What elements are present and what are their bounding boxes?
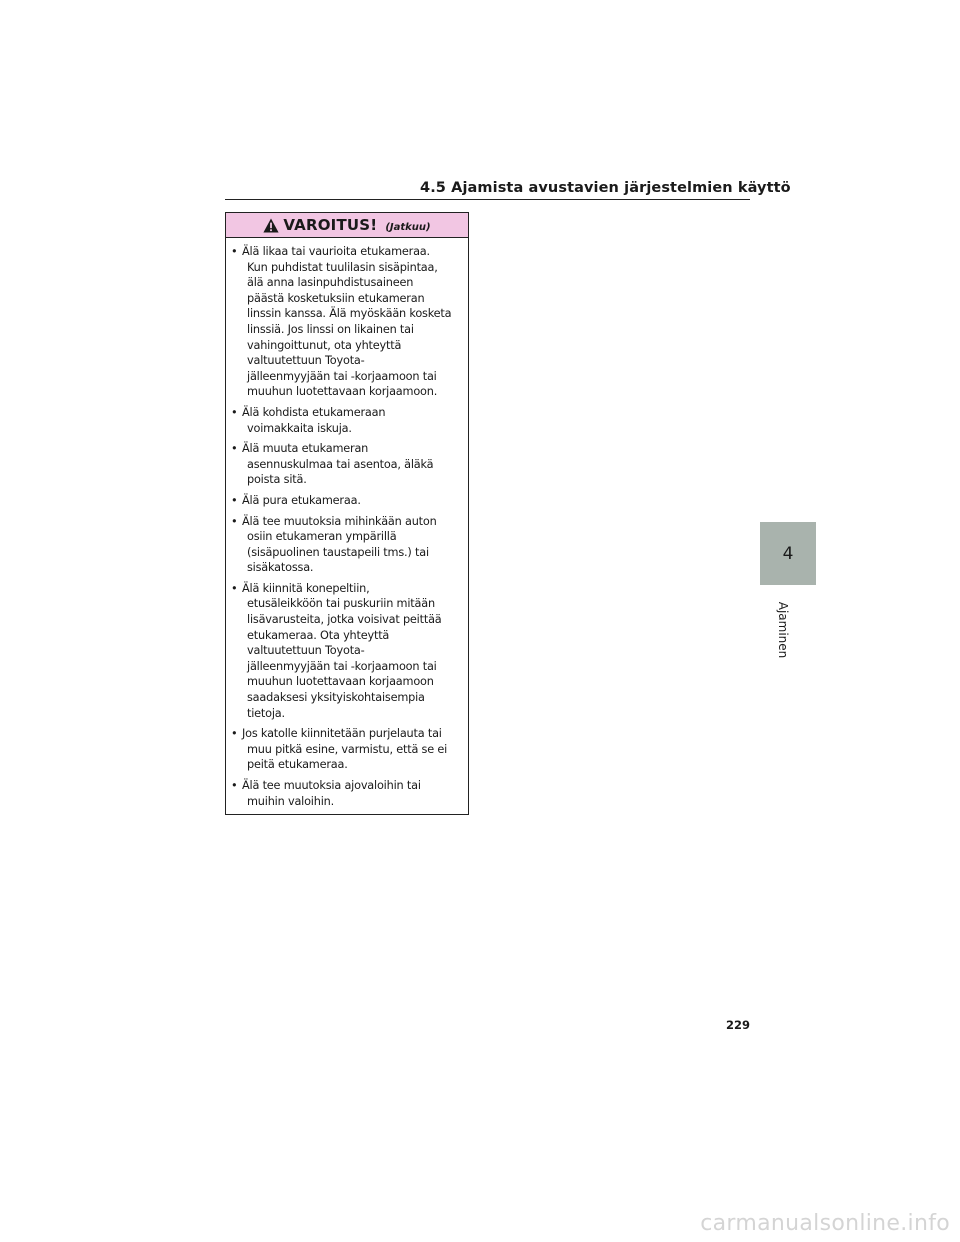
warning-item-line: lisävarusteita, jotka voisivat peittää <box>247 613 442 627</box>
warning-box <box>225 212 469 815</box>
warning-item-line: älä anna lasinpuhdistusaineen <box>247 276 414 290</box>
warning-item-line: Älä kohdista etukameraan <box>242 405 386 419</box>
warning-item-line: asennuskulmaa tai asentoa, äläkä <box>247 457 434 471</box>
warning-item-line: Älä pura etukameraa. <box>242 493 361 507</box>
warning-item-line: jälleenmyyjään tai -korjaamoon tai <box>247 659 437 673</box>
warning-item-line: etukameraa. Ota yhteyttä <box>247 628 390 642</box>
warning-list-item <box>231 405 462 436</box>
warning-item-line: linssin kanssa. Älä myöskään kosketa <box>247 307 452 321</box>
chapter-label: Ajaminen <box>776 601 790 659</box>
warning-item-line: Älä tee muutoksia ajovaloihin tai <box>242 779 421 792</box>
warning-item-line: Jos katolle kiinnitetään purjelauta tai <box>242 727 442 741</box>
warning-item-line: valtuutettuun Toyota- <box>247 354 365 368</box>
warning-item-text <box>242 405 462 436</box>
warning-item-text <box>242 441 462 488</box>
warning-item-text <box>242 514 462 576</box>
bullet-icon: • <box>231 727 238 741</box>
watermark: carmanualsonline.info <box>700 1211 950 1236</box>
warning-item-line: tietoja. <box>247 706 285 720</box>
warning-item-line: Kun puhdistat tuulilasin sisäpintaa, <box>247 260 438 274</box>
warning-header <box>226 213 468 238</box>
warning-item-text <box>242 581 462 721</box>
bullet-icon: • <box>231 779 238 792</box>
warning-item-line: jälleenmyyjään tai -korjaamoon tai <box>247 369 437 383</box>
warning-title: VAROITUS! <box>283 216 378 234</box>
warning-item-line: Älä kiinnitä konepeltiin, <box>242 581 370 595</box>
warning-item-line: muuhun luotettavaan korjaamoon <box>247 675 434 689</box>
warning-list <box>226 238 468 809</box>
bullet-icon: • <box>231 514 238 528</box>
section-title: 4.5 Ajamista avustavien järjestelmien käyttö <box>420 180 791 196</box>
warning-item-line: muuhun luotettavaan korjaamoon. <box>247 385 438 399</box>
warning-item-text <box>242 493 462 509</box>
warning-list-item <box>231 244 462 400</box>
warning-item-line: Älä muuta etukameran <box>242 442 369 456</box>
warning-list-item <box>231 581 462 721</box>
header-divider <box>225 199 750 200</box>
warning-item-text <box>242 244 462 400</box>
warning-item-line: muihin valoihin. <box>247 794 334 808</box>
warning-list-item <box>231 441 462 488</box>
warning-item-line: muu pitkä esine, varmistu, että se ei <box>247 742 448 756</box>
warning-list-item <box>231 778 462 809</box>
warning-list-item <box>231 726 462 773</box>
page-number: 229 <box>725 1018 750 1032</box>
warning-item-line: vahingoittunut, ota yhteyttä <box>247 338 402 352</box>
warning-item-line: poista sitä. <box>247 473 307 487</box>
bullet-icon: • <box>231 442 238 456</box>
warning-item-text <box>242 726 462 773</box>
warning-item-line: linssiä. Jos linssi on likainen tai <box>247 322 414 336</box>
warning-item-line: Älä tee muutoksia mihinkään auton <box>242 514 437 528</box>
warning-item-line: Älä likaa tai vaurioita etukameraa. <box>242 245 430 258</box>
warning-item-line: saadaksesi yksityiskohtaisempia <box>247 691 425 705</box>
warning-item-line: etusäleikköön tai puskuriin mitään <box>247 597 435 611</box>
chapter-label-container <box>773 600 793 660</box>
chapter-tab <box>760 522 816 585</box>
warning-triangle-icon <box>263 218 279 233</box>
bullet-icon: • <box>231 581 238 595</box>
warning-item-line: voimakkaita iskuja. <box>247 421 352 435</box>
warning-item-line: peitä etukameraa. <box>247 758 348 772</box>
warning-item-line: päästä kosketuksiin etukameran <box>247 291 425 305</box>
warning-item-line: valtuutettuun Toyota- <box>247 644 365 658</box>
warning-list-item <box>231 514 462 576</box>
warning-item-text <box>242 778 462 809</box>
warning-item-line: sisäkatossa. <box>247 561 314 575</box>
bullet-icon: • <box>231 493 238 507</box>
bullet-icon: • <box>231 405 238 419</box>
warning-item-line: (sisäpuolinen taustapeili tms.) tai <box>247 545 429 559</box>
chapter-number: 4 <box>782 543 794 564</box>
warning-subtitle: (Jatkuu) <box>385 221 431 233</box>
bullet-icon: • <box>231 245 238 258</box>
warning-item-line: osiin etukameran ympärillä <box>247 530 397 544</box>
warning-list-item <box>231 493 462 509</box>
